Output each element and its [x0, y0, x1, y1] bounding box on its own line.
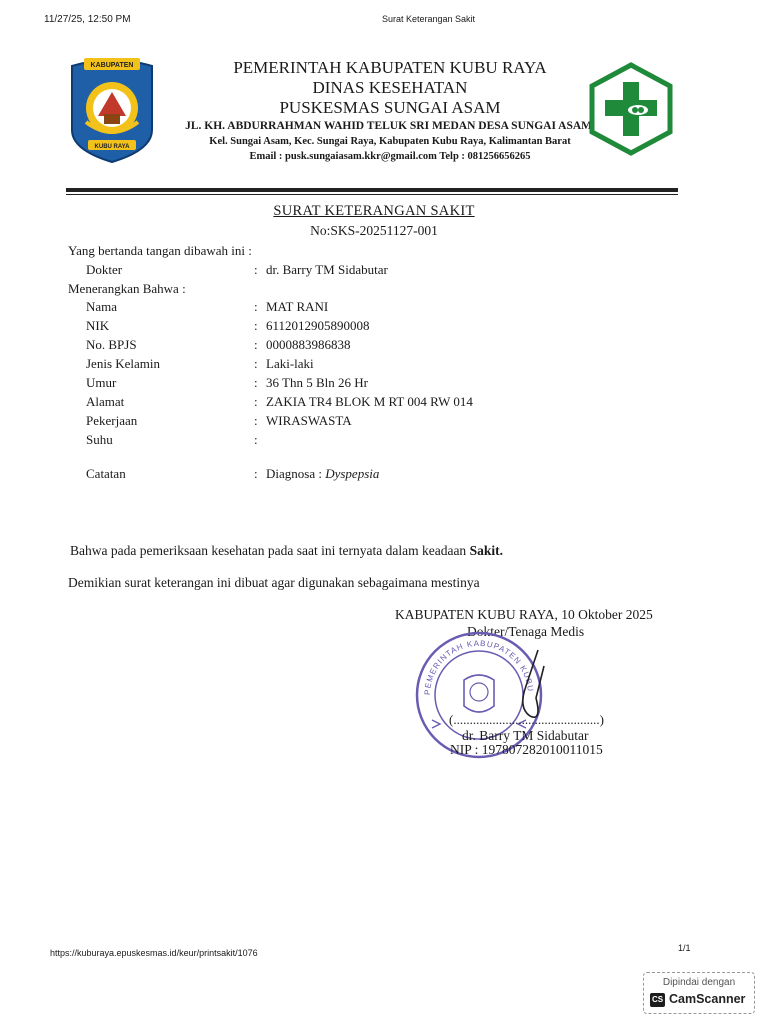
signer-nip: NIP : 197807282010011015: [450, 742, 603, 757]
header-rule-thick: [66, 188, 678, 192]
document-title: SURAT KETERANGAN SAKIT: [273, 203, 475, 219]
patient-field-row: [86, 432, 506, 450]
statement-pre: Bahwa pada pemeriksaan kesehatan pada saat ini ternyata dalam keadaan: [70, 543, 470, 558]
signer-name: dr. Barry TM Sidabutar: [462, 728, 589, 743]
kabupaten-logo: [68, 52, 156, 164]
patient-field-label: Suhu: [86, 432, 113, 447]
camscanner-brand: CamScanner: [669, 992, 746, 1006]
doctor-value: dr. Barry TM Sidabutar: [266, 262, 388, 277]
camscanner-watermark: [643, 972, 755, 1014]
patient-field-colon: :: [254, 299, 258, 314]
patient-field-label: Jenis Kelamin: [86, 356, 161, 371]
logo-bottom-text: KUBU RAYA: [94, 144, 130, 150]
note-prefix: Diagnosa :: [266, 466, 326, 481]
header-contact: Email : pusk.sungaiasam.kkr@gmail.com Telp : 081256656265: [249, 151, 531, 162]
patient-field-label: Alamat: [86, 394, 125, 409]
patient-field-row: [86, 356, 506, 374]
patient-field-value: 6112012905890008: [266, 318, 370, 333]
print-page-count: 1/1: [678, 943, 691, 953]
signer-role: Dokter/Tenaga Medis: [467, 624, 585, 639]
camscanner-icon: CS: [650, 993, 665, 1007]
patient-field-colon: :: [254, 394, 258, 409]
document-number: No:SKS-20251127-001: [310, 223, 438, 238]
explains-text: Menerangkan Bahwa :: [68, 281, 186, 296]
statement-bold: Sakit.: [469, 543, 503, 558]
patient-field-colon: :: [254, 413, 258, 428]
header-line-1: PEMERINTAH KABUPATEN KUBU RAYA: [233, 58, 547, 77]
print-datetime: 11/27/25, 12:50 PM: [44, 14, 131, 25]
patient-field-row: [86, 299, 506, 317]
closing-text: Demikian surat keterangan ini dibuat agar digunakan sebagaimana mestinya: [68, 575, 480, 590]
header-rule-thin: [66, 194, 678, 195]
sign-line: (.............................................): [449, 712, 604, 727]
patient-field-label: Pekerjaan: [86, 413, 138, 428]
patient-field-colon: :: [254, 356, 258, 371]
note-colon: :: [254, 466, 258, 481]
patient-field-colon: :: [254, 375, 258, 390]
patient-field-row: [86, 394, 506, 412]
patient-field-label: Umur: [86, 375, 117, 390]
note-label: Catatan: [86, 466, 126, 481]
camscanner-label: Dipindai dengan: [662, 977, 736, 988]
patient-field-row: [86, 413, 506, 431]
print-url: https://kuburaya.epuskesmas.id/keur/printsakit/1076: [50, 948, 258, 958]
patient-field-value: 36 Thn 5 Bln 26 Hr: [266, 375, 368, 390]
patient-field-row: [86, 337, 506, 355]
note-diagnosis: Dyspepsia: [325, 466, 380, 481]
header-line-2: DINAS KESEHATAN: [312, 78, 468, 97]
header-address-2: Kel. Sungai Asam, Kec. Sungai Raya, Kabupaten Kubu Raya, Kalimantan Barat: [209, 136, 571, 147]
patient-field-label: Nama: [86, 299, 118, 314]
note-row: [86, 466, 506, 484]
logo-top-text: KABUPATEN: [90, 62, 134, 69]
patient-field-label: No. BPJS: [86, 337, 137, 352]
patient-field-value: WIRASWASTA: [266, 413, 352, 428]
intro-text: Yang bertanda tangan dibawah ini :: [68, 243, 252, 258]
doctor-label: Dokter: [86, 262, 123, 277]
patient-field-value: ZAKIA TR4 BLOK M RT 004 RW 014: [266, 394, 473, 409]
patient-field-value: 0000883986838: [266, 337, 351, 352]
patient-field-value: Laki-laki: [266, 356, 314, 371]
patient-field-row: [86, 318, 506, 336]
stamp-text: PEMERINTAH KABUPATEN KUBU: [422, 638, 535, 696]
patient-field-row: [86, 375, 506, 393]
header-line-3: PUSKESMAS SUNGAI ASAM: [279, 98, 501, 117]
note-value: [266, 466, 379, 482]
doctor-colon: :: [254, 262, 258, 277]
patient-field-label: NIK: [86, 318, 110, 333]
statement-text: [70, 543, 503, 559]
header-address-1: JL. KH. ABDURRAHMAN WAHID TELUK SRI MEDAN DESA SUNGAI ASAM,: [185, 120, 595, 132]
doctor-row: [86, 262, 506, 280]
patient-field-colon: :: [254, 432, 258, 447]
print-page-title: Surat Keterangan Sakit: [382, 14, 476, 24]
health-cross-logo: [588, 62, 674, 156]
patient-field-colon: :: [254, 318, 258, 333]
patient-field-value: MAT RANI: [266, 299, 329, 314]
patient-field-colon: :: [254, 337, 258, 352]
place-date: KABUPATEN KUBU RAYA, 10 Oktober 2025: [395, 607, 653, 622]
